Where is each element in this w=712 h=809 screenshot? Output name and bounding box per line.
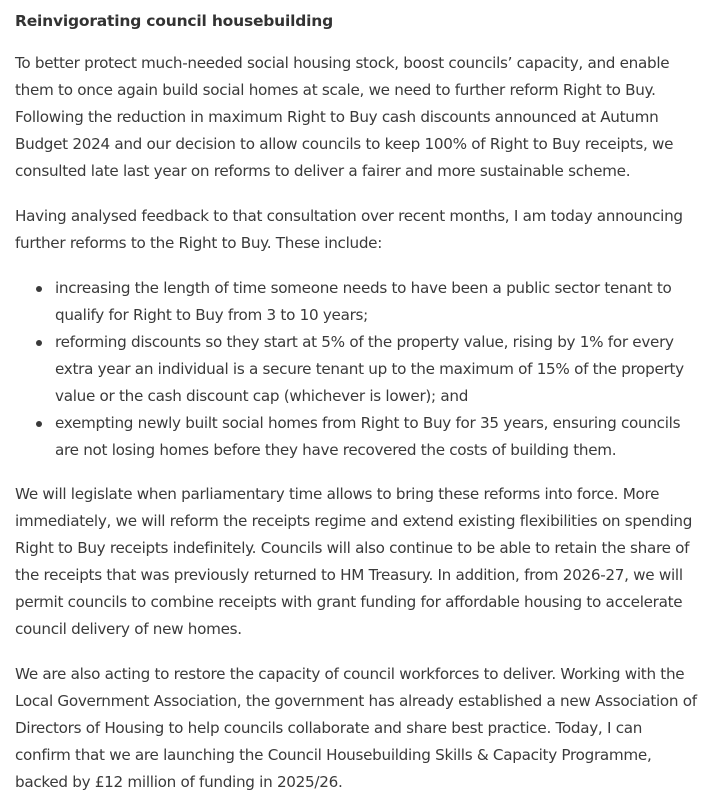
list-item-text: exempting newly built social homes from Right to Buy for 35 years, ensuring councils are not losing homes before they have recovered the costs of building them. xyxy=(55,414,681,459)
bullet-icon xyxy=(36,421,42,427)
list-item xyxy=(15,329,702,410)
paragraph-outro-2: We are also acting to restore the capacity of council workforces to deliver. Working with the Local Government Association, the government has already established a new Association of Directors of Housing to help councils collaborate and share best practice. Today, I can confirm that we are launching the Council Housebuilding Skills & Capacity Programme, backed by £12 million of funding in 2025/26. xyxy=(15,665,697,791)
paragraph-intro-2: Having analysed feedback to that consultation over recent months, I am today announcing further reforms to the Right to Buy. These include: xyxy=(15,207,683,252)
list-item-text: reforming discounts so they start at 5% of the property value, rising by 1% for every extra year an individual is a secure tenant up to the maximum of 15% of the property value or the cash discount cap (whichever is lower); and xyxy=(55,333,684,405)
list-item-text: increasing the length of time someone needs to have been a public sector tenant to qualify for Right to Buy from 3 to 10 years; xyxy=(55,279,672,324)
bullet-icon xyxy=(36,286,42,292)
paragraph-outro-1: We will legislate when parliamentary time allows to bring these reforms into force. More immediately, we will reform the receipts regime and extend existing flexibilities on spending Right to Buy receipts indefinitely. Councils will also continue to be able to retain the share of the receipts that was previously returned to HM Treasury. In addition, from 2026-27, we will permit councils to combine receipts with grant funding for affordable housing to accelerate council delivery of new homes. xyxy=(15,485,693,638)
reforms-list xyxy=(15,275,702,464)
list-item xyxy=(15,275,702,329)
list-item xyxy=(15,410,702,464)
paragraph-intro-1: To better protect much-needed social housing stock, boost councils’ capacity, and enable them to once again build social homes at scale, we need to further reform Right to Buy. Following the reduction in maximum Right to Buy cash discounts announced at Autumn Budget 2024 and our decision to allow councils to keep 100% of Right to Buy receipts, we consulted late last year on reforms to deliver a fairer and more sustainable scheme. xyxy=(15,54,674,180)
bullet-icon xyxy=(36,340,42,346)
section-heading: Reinvigorating council housebuilding xyxy=(15,12,333,30)
